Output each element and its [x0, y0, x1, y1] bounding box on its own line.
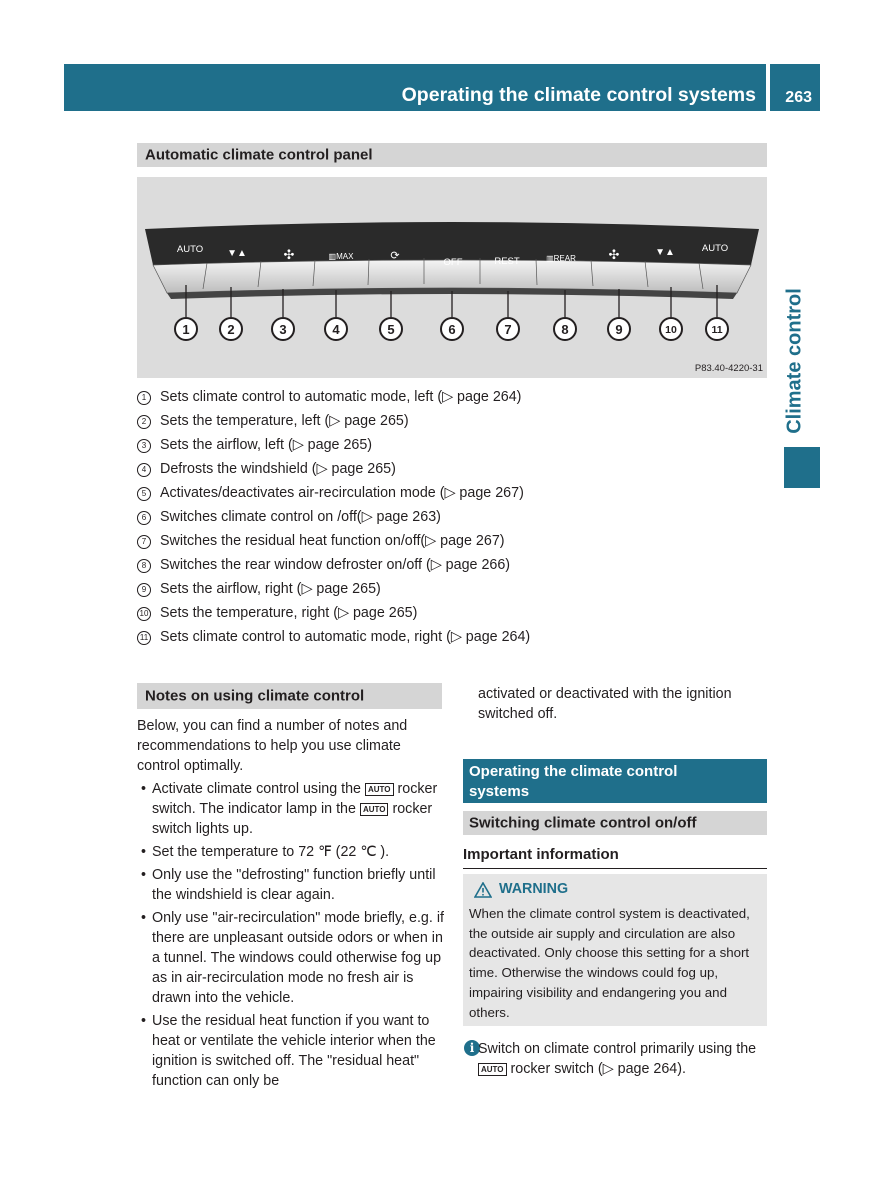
info-text-a: Switch on climate control primarily using the — [478, 1041, 757, 1057]
svg-text:AUTO: AUTO — [701, 243, 729, 254]
legend-number: 10 — [137, 607, 151, 621]
callout-4 — [325, 318, 347, 340]
bullet-text: Set the temperature to 72 ℉ (22 ℃ ). — [152, 844, 390, 860]
svg-text:▼▲: ▼▲ — [227, 248, 247, 259]
legend-item — [137, 506, 777, 530]
callout-11 — [706, 318, 728, 340]
svg-text:4: 4 — [332, 322, 340, 337]
svg-text:REST: REST — [494, 256, 520, 267]
legend-text: Sets the airflow, right (▷ page 265) — [160, 581, 381, 597]
legend-number: 2 — [137, 415, 151, 429]
auto-key-icon: AUTO — [365, 783, 394, 796]
legend-number: 4 — [137, 463, 151, 477]
important-information-heading: Important information — [463, 846, 767, 869]
notes-bullet: • Activate climate control using the AUTO rocker switch. The indicator lamp in the AUTO rocker switch lights up. — [141, 781, 438, 837]
legend-item — [137, 530, 777, 554]
notes-intro: Below, you can find a number of notes and recommendations to help you use climate control optimally. — [137, 718, 408, 774]
info-text-b: rocker switch (▷ page 264). — [510, 1061, 686, 1077]
notes-continued — [478, 684, 770, 724]
panel-section-title: Automatic climate control panel — [145, 146, 373, 164]
notes-bullet: • Only use "air-recirculation" mode briefly, e.g. if there are unpleasant outside odors or when in a tunnel. The windows could otherwise fog up as in air-recirculation mode no fresh air is drawn into the vehicle. — [141, 910, 444, 1006]
auto-key-icon: AUTO — [360, 803, 389, 816]
legend-item — [137, 434, 777, 458]
legend-number: 11 — [137, 631, 151, 645]
bullet-text: Only use "air-recirculation" mode briefly, e.g. if there are unpleasant outside odors or when in a tunnel. The windows could otherwise fog up as in air-recirculation mode no fresh air is drawn into the vehicle. — [152, 910, 444, 1006]
svg-text:⟳: ⟳ — [390, 250, 400, 262]
legend-text: Sets the temperature, left (▷ page 265) — [160, 413, 409, 429]
legend-list — [137, 386, 777, 650]
switching-title: Switching climate control on/off — [469, 814, 697, 832]
legend-item — [137, 554, 777, 578]
legend-text: Switches the rear window defroster on/off (▷ page 266) — [160, 557, 511, 573]
switching-heading — [463, 811, 767, 835]
callout-1 — [175, 318, 197, 340]
legend-number: 7 — [137, 535, 151, 549]
svg-text:5: 5 — [387, 322, 395, 337]
info-icon: i — [464, 1040, 480, 1056]
legend-text: Switches the residual heat function on/off(▷ page 267) — [160, 533, 505, 549]
svg-text:7: 7 — [504, 322, 512, 337]
bullet-text: rocker switch. The indicator lamp in the — [152, 781, 438, 817]
warning-title: WARNING — [499, 881, 569, 897]
notes-bullet: • Use the residual heat function if you want to heat or ventilate the vehicle interior when the ignition is switched off. The "residual heat" function can only be — [141, 1013, 436, 1089]
callout-3 — [272, 318, 294, 340]
legend-text: Switches climate control on /off(▷ page 263) — [160, 509, 441, 525]
legend-text: Activates/deactivates air-recirculation mode (▷ page 267) — [160, 485, 524, 501]
svg-text:✣: ✣ — [283, 247, 295, 262]
bullet-text: Activate climate control using the — [152, 781, 361, 797]
legend-number: 6 — [137, 511, 151, 525]
legend-number: 5 — [137, 487, 151, 501]
continued-text: activated or deactivated with the ignition switched off. — [478, 686, 732, 722]
legend-item — [137, 626, 777, 650]
svg-text:2: 2 — [227, 322, 235, 337]
bullet-text: Use the residual heat function if you want to heat or ventilate the vehicle interior when the ignition is switched off. The "residual heat" function can only be — [152, 1013, 436, 1089]
legend-text: Sets climate control to automatic mode, left (▷ page 264) — [160, 389, 522, 405]
side-tab — [770, 283, 820, 439]
svg-text:▥MAX: ▥MAX — [328, 252, 354, 261]
svg-text:11: 11 — [711, 324, 723, 336]
legend-item — [137, 386, 777, 410]
panel-section-heading — [137, 143, 767, 167]
callout-5 — [380, 318, 402, 340]
svg-text:3: 3 — [279, 322, 287, 337]
callout-7 — [497, 318, 519, 340]
bullet-text: Only use the "defrosting" function briefly until the windshield is clear again. — [152, 867, 436, 903]
climate-panel-figure — [137, 177, 767, 378]
callout-9 — [608, 318, 630, 340]
warning-box — [463, 874, 767, 1026]
operating-title: Operating the climate control systems — [469, 763, 678, 800]
legend-text: Sets climate control to automatic mode, right (▷ page 264) — [160, 629, 531, 645]
warning-triangle-icon — [474, 882, 492, 898]
auto-left-label: AUTO — [176, 244, 204, 255]
callout-6 — [441, 318, 463, 340]
notes-heading — [137, 683, 442, 709]
notes-title: Notes on using climate control — [145, 687, 365, 705]
legend-text: Defrosts the windshield (▷ page 265) — [160, 461, 396, 477]
bullet-text: rocker switch lights up. — [152, 801, 433, 837]
notes-body — [137, 716, 447, 1091]
callout-8 — [554, 318, 576, 340]
notes-bullet: • Only use the "defrosting" function briefly until the windshield is clear again. — [141, 867, 436, 903]
svg-text:OFF: OFF — [443, 257, 463, 268]
page-header — [64, 64, 766, 111]
notes-bullet: • Set the temperature to 72 ℉ (22 ℃ ). — [141, 844, 390, 860]
warning-text: When the climate control system is deactivated, the outside air supply and circulation are also deactivated. Only choose this setting for a short time. Otherwise the windows could fog up, impairing visibility and endangering you and others. — [469, 906, 750, 1020]
svg-text:8: 8 — [561, 322, 569, 337]
legend-item — [137, 602, 777, 626]
svg-text:1: 1 — [182, 322, 190, 337]
legend-number: 9 — [137, 583, 151, 597]
callout-2 — [220, 318, 242, 340]
legend-number: 3 — [137, 439, 151, 453]
legend-item — [137, 482, 777, 506]
info-text — [478, 1039, 770, 1079]
side-tab-label: Climate control — [783, 288, 806, 434]
page-header-title: Operating the climate control systems — [401, 84, 756, 106]
svg-text:✣: ✣ — [608, 247, 620, 262]
page-number-box — [770, 64, 820, 111]
legend-item — [137, 458, 777, 482]
side-tab-marker — [784, 447, 820, 488]
auto-key-icon: AUTO — [478, 1063, 507, 1076]
figure-code: P83.40-4220-31 — [694, 363, 763, 374]
legend-text: Sets the airflow, left (▷ page 265) — [160, 437, 373, 453]
svg-text:9: 9 — [615, 322, 623, 337]
legend-text: Sets the temperature, right (▷ page 265) — [160, 605, 418, 621]
svg-text:▥REAR: ▥REAR — [546, 254, 576, 263]
svg-text:10: 10 — [665, 324, 677, 336]
svg-text:▼▲: ▼▲ — [655, 247, 675, 258]
page-number: 263 — [785, 89, 812, 106]
legend-item — [137, 578, 777, 602]
legend-item — [137, 410, 777, 434]
callout-10 — [660, 318, 682, 340]
svg-text:6: 6 — [448, 322, 456, 337]
legend-number: 8 — [137, 559, 151, 573]
legend-number: 1 — [137, 391, 151, 405]
operating-heading — [463, 759, 767, 803]
climate-panel-illustration — [137, 177, 767, 378]
